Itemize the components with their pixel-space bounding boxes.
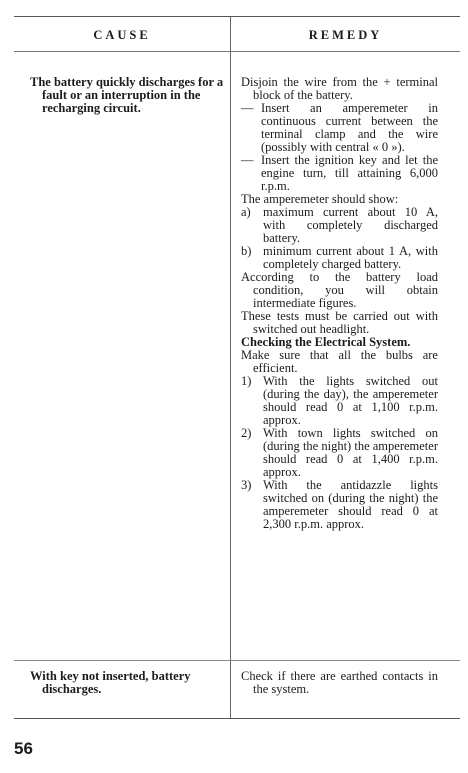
item-text: maximum current about 10 A, with completely discharged battery. bbox=[263, 205, 438, 245]
page-number: 56 bbox=[14, 739, 33, 758]
column-header-remedy: REMEDY bbox=[308, 28, 383, 42]
cause-cell-key-not-inserted bbox=[30, 670, 224, 696]
remedy-tests: These tests must be carried out with switched out headlight. bbox=[241, 309, 438, 336]
remedy-item-1 bbox=[241, 375, 438, 427]
cause-text: With key not inserted, battery discharges. bbox=[30, 669, 191, 696]
remedy-step-ignition bbox=[241, 154, 438, 193]
remedy-cell-key-not-inserted bbox=[241, 670, 438, 696]
item-marker: 1) bbox=[241, 374, 252, 388]
table-bottom-rule bbox=[14, 718, 460, 719]
remedy-step-text: Insert the ignition key and let the engine turn, till attaining 6,000 r.p.m. bbox=[261, 153, 438, 193]
remedy-item-2 bbox=[241, 427, 438, 479]
dash-marker: — bbox=[241, 153, 254, 167]
remedy-intro: Disjoin the wire from the + terminal block of the battery. bbox=[241, 75, 438, 102]
item-marker: a) bbox=[241, 205, 251, 219]
item-text: With town lights switched on (during the night) the amperemeter should read 0 at 1,400 r.p.m. approx. bbox=[263, 426, 438, 479]
remedy-bulbs: Make sure that all the bulbs are efficient. bbox=[241, 348, 438, 375]
item-marker: b) bbox=[241, 244, 252, 258]
remedy-text: Check if there are earthed contacts in the system. bbox=[241, 669, 438, 696]
table-top-rule bbox=[14, 16, 460, 17]
remedy-item-3 bbox=[241, 479, 438, 531]
dash-marker: — bbox=[241, 101, 254, 115]
remedy-according: According to the battery load condition, you will obtain intermediate figures. bbox=[241, 270, 438, 310]
header-rule bbox=[14, 51, 460, 52]
remedy-cell-battery-fault bbox=[241, 76, 438, 531]
item-marker: 2) bbox=[241, 426, 252, 440]
column-divider bbox=[230, 17, 231, 718]
item-text: With the lights switched out (during the day), the amperemeter should read 0 at 1,100 r.p.m. approx. bbox=[263, 374, 438, 427]
remedy-should-show: The amperemeter should show: bbox=[241, 192, 399, 206]
cause-cell-battery-fault bbox=[30, 76, 224, 115]
cause-text: The battery quickly discharges for a fault or an interruption in the recharging circuit. bbox=[30, 75, 224, 115]
remedy-step-amperemeter bbox=[241, 102, 438, 154]
item-marker: 3) bbox=[241, 478, 252, 492]
item-text: With the antidazzle lights switched on (during the night) the amperemeter should read 0 at 2,300 r.p.m. approx. bbox=[263, 478, 438, 531]
remedy-item-a bbox=[241, 206, 438, 245]
item-text: minimum current about 1 A, with completely charged battery. bbox=[263, 244, 438, 271]
section-heading-electrical-system: Checking the Electrical System. bbox=[241, 335, 411, 349]
remedy-item-b bbox=[241, 245, 438, 271]
column-header-cause: CAUSE bbox=[93, 28, 151, 42]
remedy-step-text: Insert an amperemeter in continuous current between the terminal clamp and the wire (possibly with central « 0 »). bbox=[261, 101, 438, 154]
row-divider bbox=[14, 660, 460, 661]
